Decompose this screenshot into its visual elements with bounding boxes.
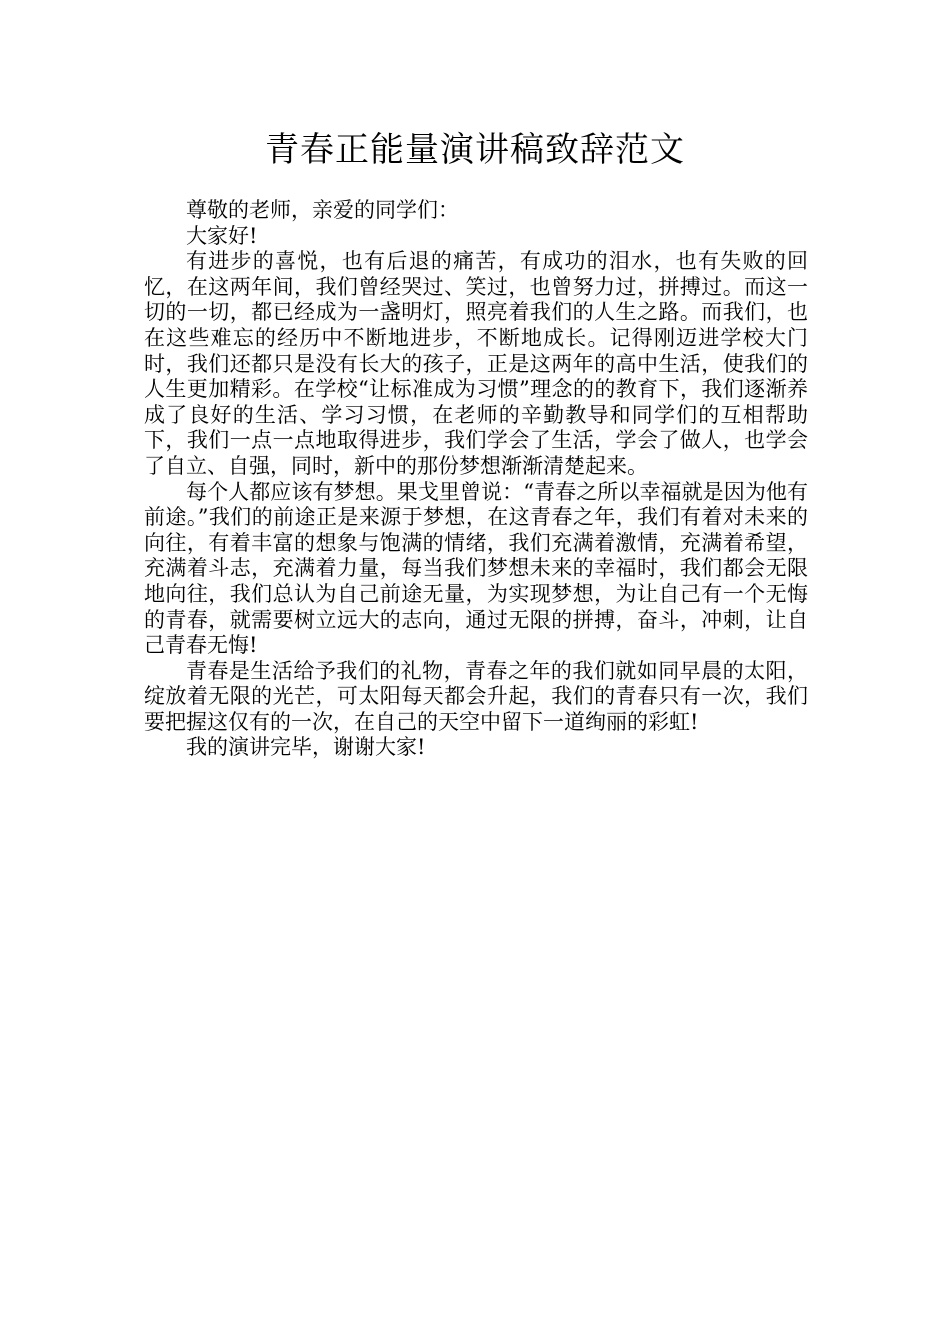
- salutation: 尊敬的老师，亲爱的同学们：: [186, 198, 459, 222]
- closing: 我的演讲完毕，谢谢大家!: [186, 735, 426, 760]
- body-paragraph: 青春是生活给予我们的礼物，青春之年的我们就如同早晨的太阳，绽放着无限的光芒，可太阳每天都会升起，我们的青春只有一次，我们要把握这仅有的一次，在自己的天空中留下一道绚丽的彩虹!: [144, 658, 808, 734]
- greeting: 大家好!: [186, 223, 258, 248]
- document-title: 青春正能量演讲稿致辞范文: [265, 130, 685, 170]
- body-paragraph: 有进步的喜悦，也有后退的痛苦，有成功的泪水，也有失败的回忆，在这两年间，我们曾经哭过、笑过，也曾努力过，拼搏过。而这一切的一切，都已经成为一盏明灯，照亮着我们的人生之路。而我们，也在这些难忘的经历中不断地进步，不断地成长。记得刚迈进学校大门时，我们还都只是没有长大的孩子，正是这两年的高中生活，使我们的人生更加精彩。在学校“让标准成为习惯”理念的的教育下，我们逐渐养成了良好的生活、学习习惯，在老师的辛勤教导和同学们的互相帮助下，我们一点一点地取得进步，我们学会了生活，学会了做人，也学会了自立、自强，同时，新中的那份梦想渐渐清楚起来。: [144, 249, 808, 478]
- document-body: [144, 198, 808, 761]
- body-paragraph: 每个人都应该有梦想。果戈里曾说：“青春之所以幸福就是因为他有前途。”我们的前途正是来源于梦想，在这青春之年，我们有着对未来的向往，有着丰富的想象与饱满的情绪，我们充满着激情，充满着希望，充满着斗志，充满着力量，每当我们梦想未来的幸福时，我们都会无限地向往，我们总认为自己前途无量，为实现梦想，为让自己有一个无悔的青春，就需要树立远大的志向，通过无限的拼搏，奋斗，冲刺，让自己青春无悔!: [144, 479, 808, 658]
